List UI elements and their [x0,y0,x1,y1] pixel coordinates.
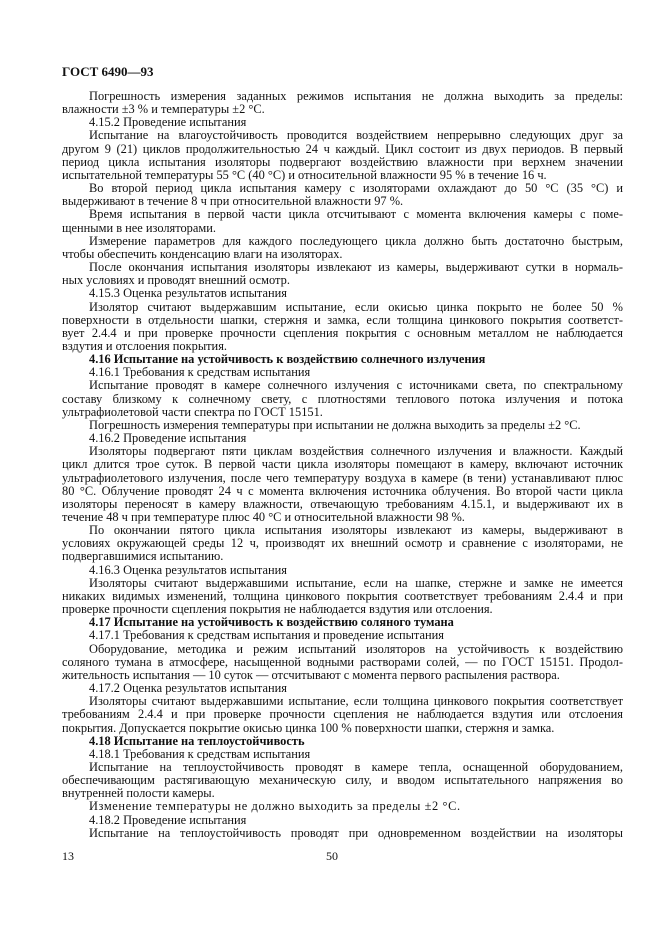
text-line: Испытание на теплоустойчивость проводят при одновременном воздействии на изоляторы [89,825,623,840]
text-line: Время испытания в первой части цикла отсчитывают с момента включения камеры с поме- [89,207,623,222]
text-line: течение 48 ч при температуре плюс 40 °С и относительной влажности 98 %. [62,510,465,524]
text-line: 4.16 Испытание на устойчивость к воздействию солнечного излучения [89,352,486,367]
text-line: 4.16.2 Проведение испытания [89,431,247,446]
text-line: Испытание на влагоустойчивость проводится воздействием непрерывно следующих друг за [89,128,623,143]
paragraph [62,524,623,563]
text-line: испытательной температуры 55 °С (40 °С) и относительной влажности 95 % в течение 16 ч. [62,167,547,182]
text-line: 80 °С. Облучение проводят 24 ч с момента включения источника облучения. Во второй части цикла [62,483,623,498]
text-line: Во второй период цикла испытания камеру с изоляторами охлаждают до 50 °С (35 °С) и [89,181,623,196]
text-line: вздутия и отслоения покрытия. [62,338,227,353]
paragraph [62,90,623,116]
paragraph [62,129,623,182]
text-line: выдерживают в течение 8 ч при относительной влажности 97 %. [62,194,404,209]
document-body [62,90,623,840]
paragraph [62,287,623,300]
text-line: чтобы обеспечить конденсацию влаги на изоляторах. [62,246,343,261]
text-line: вует 2.4.4 и при проверке прочности сцепления покрытия с основным металлом не наблюдается [62,325,623,340]
text-line: другом 9 (21) циклов продолжительностью 24 ч каждый. Цикл состоит из двух периодов. В первый [62,141,623,156]
text-line: Оборудование, методика и режим испытаний изоляторов на устойчивость к воздействию [89,641,623,656]
text-line: составу близкому к солнечному свету, с плотностями теплового потока излучения и потока [62,391,623,406]
paragraph [62,445,623,524]
text-line: никаких видимых изменений, толщина цинкового покрытия соответствует требованиям 2.4.4 и при [62,588,623,603]
paragraph [62,182,623,208]
text-line: Изоляторы считают выдержавшими испытание, если на шапке, стержне и замке не имеется [89,575,623,590]
text-line: покрытия. Допускается покрытие окисью цинка 100 % поверхности шапки, стержня и замка. [62,720,555,735]
text-line: 4.16.1 Требования к средствам испытания [89,365,311,380]
text-line: щенными в нее изоляторами. [62,220,216,235]
paragraph [62,814,623,827]
paragraph [62,379,623,418]
text-line: требованиям 2.4.4 и при проверке прочности сцепления не наблюдается вздутия или отслоения [62,707,623,722]
text-line: жительность испытания — 10 суток — отсчитывают с момента первого распыления раствора. [62,667,560,682]
text-line: проверке прочности сцепления покрытия не наблюдается вздутия или отслоения. [62,602,493,617]
text-line: После окончания испытания изоляторы извлекают из камеры, выдерживают сутки в нормаль- [89,260,623,275]
paragraph [62,761,623,800]
text-line: внутренней полости камеры. [62,786,215,801]
paragraph [62,208,623,234]
text-line: цикл длится трое суток. В первой части цикла изоляторы помещают в камеру, включают источник [62,457,623,472]
text-line: поверхности в отдельности шапки, стержня и замка, если толщина цинкового покрытия соответст- [62,312,623,327]
page-number: 50 [326,849,338,863]
paragraph [62,800,623,813]
paragraph [62,748,623,761]
paragraph [62,564,623,577]
paragraph [62,301,623,354]
text-line: ных условиях и проводят внешний осмотр. [62,273,290,288]
text-line: Погрешность измерения температуры при испытании не должна выходить за пределы ±2 °С. [89,417,581,432]
text-line: 4.18 Испытание на теплоустойчивость [89,733,305,748]
text-line: Измерение параметров для каждого последующего цикла должно быть достаточно быстрым, [89,233,623,248]
document-header: ГОСТ 6490—93 [62,64,154,79]
text-line: Испытание на теплоустойчивость проводят в камере тепла, оснащенной оборудованием, [89,759,623,774]
paragraph [62,629,623,642]
text-line: ультрафиолетовой части спектра по ГОСТ 15151. [62,404,323,419]
paragraph [62,235,623,261]
text-line: Изменение температуры не должно выходить за пределы ±2 °С. [89,799,461,814]
text-line: Испытание проводят в камере солнечного излучения с источниками света, по спектральному [89,378,623,393]
text-line: 4.15.2 Проведение испытания [89,115,247,130]
text-line: соляного тумана в атмосфере, насыщенной водными растворами солей, — по ГОСТ 15151. Продол- [62,654,623,669]
text-line: Погрешность измерения заданных режимов испытания не должна выходить за пределы: [89,89,623,103]
paragraph [62,695,623,734]
footer-left-number: 13 [62,849,74,863]
text-line: 4.17 Испытание на устойчивость к воздействию соляного тумана [89,615,454,630]
paragraph [62,827,623,840]
text-line: Изоляторы подвергают пяти циклам воздействия солнечного излучения и влажности. Каждый [89,444,623,459]
text-line: 4.17.1 Требования к средствам испытания и проведение испытания [89,628,444,643]
text-line: По окончании пятого цикла испытания изоляторы извлекают из камеры, выдерживают в [89,523,623,538]
text-line: Изолятор считают выдержавшим испытание, если окисью цинка покрыто не более 50 % [89,299,623,314]
text-line: ультрафиолетового излучения, после чего температуру воздуха в камере (в тени) устанавливают плюс [62,470,623,485]
text-line: 4.17.2 Оценка результатов испытания [89,681,287,696]
text-line: 4.16.3 Оценка результатов испытания [89,562,287,577]
text-line: влажности ±3 % и температуры ±2 °С. [62,102,265,117]
paragraph [62,577,623,616]
text-line: 4.18.1 Требования к средствам испытания [89,746,311,761]
text-line: Изоляторы считают выдержавшими испытание, если толщина цинкового покрытия соответствует [89,694,623,709]
text-line: обеспечивающим растягивающую механическую силу, и вводом испытательного напряжения во [62,773,623,788]
section-heading [62,735,623,748]
text-line: 4.15.3 Оценка результатов испытания [89,286,287,301]
paragraph [62,643,623,682]
text-line: изоляторы переносят в камеру влажности, отвечающую требованиям 4.15.1, и выдерживают их в [62,496,623,511]
paragraph [62,261,623,287]
text-line: подвергавшимися испытанию. [62,549,224,564]
text-line: период цикла испытания изоляторы подвергают воздействию влажности при верхнем значении [62,154,623,169]
text-line: 4.18.2 Проведение испытания [89,812,247,827]
text-line: условиях окружающей среды 12 ч, производят их внешний осмотр и сравнение с изоляторами, не [62,536,623,551]
